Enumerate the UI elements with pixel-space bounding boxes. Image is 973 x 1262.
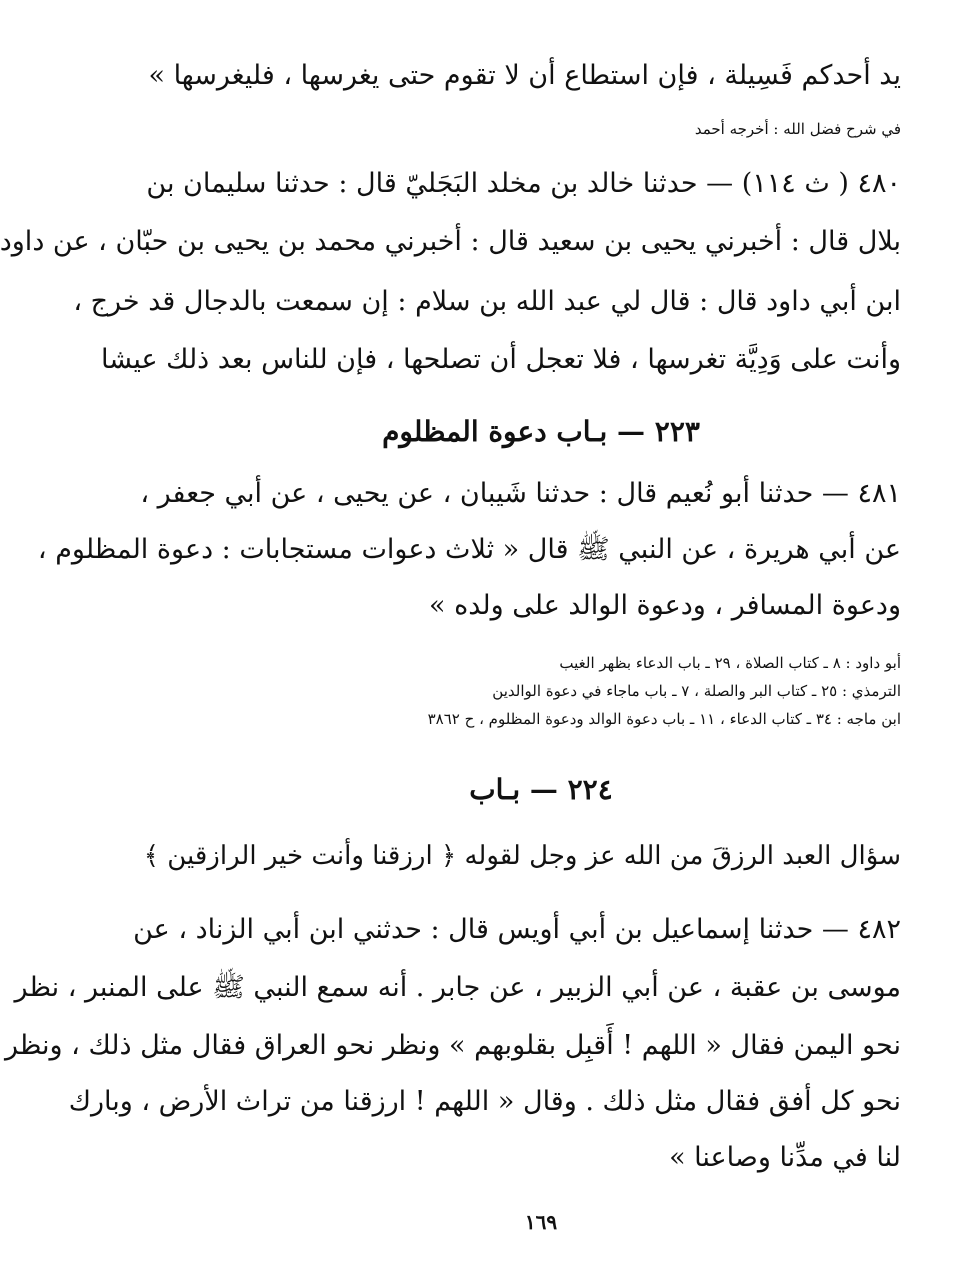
hadith-481-reference-1: أبو داود : ٨ ـ كتاب الصلاة ، ٢٩ ـ باب الدعاء بظهر الغيب bbox=[559, 654, 901, 672]
chapter-224-subtitle: سؤال العبد الرزقَ من الله عز وجل لقوله ﴿ ارزقنا وأنت خير الرازقين ﴾ bbox=[143, 841, 901, 871]
hadith-480-line-4: وأنت على وَدِيَّة تغرسها ، فلا تعجل أن تصلحها ، فإن للناس بعد ذلك عيشا bbox=[101, 344, 901, 375]
hadith-480-line-3: ابن أبي داود قال : قال لي عبد الله بن سلام : إن سمعت بالدجال قد خرج ، bbox=[73, 286, 901, 317]
page-number: ١٦٩ bbox=[524, 1210, 558, 1234]
hadith-482-line-2: موسى بن عقبة ، عن أبي الزبير ، عن جابر . أنه سمع النبي ﷺ على المنبر ، نظر bbox=[14, 972, 901, 1003]
hadith-481-reference-2: الترمذي : ٢٥ ـ كتاب البر والصلة ، ٧ ـ باب ماجاء في دعوة الوالدين bbox=[492, 682, 901, 700]
hadith-481-line-1: ٤٨١ — حدثنا أبو نُعيم قال : حدثنا شَيبان ، عن يحيى ، عن أبي جعفر ، bbox=[140, 478, 901, 509]
hadith-481-line-3: ودعوة المسافر ، ودعوة الوالد على ولده » bbox=[428, 590, 901, 621]
hadith-479-line: يد أحدكم فَسِيلة ، فإن استطاع أن لا تقوم حتى يغرسها ، فليغرسها » bbox=[148, 60, 901, 91]
hadith-479-reference: في شرح فضل الله : أخرجه أحمد bbox=[694, 120, 901, 138]
chapter-223-heading: ٢٢٣ — بـاب دعوة المظلوم bbox=[382, 415, 700, 448]
hadith-482-line-1: ٤٨٢ — حدثنا إسماعيل بن أبي أويس قال : حدثني ابن أبي الزناد ، عن bbox=[133, 914, 901, 945]
hadith-482-line-5: لنا في مدِّنا وصاعنا » bbox=[669, 1142, 901, 1173]
hadith-480-line-1: ٤٨٠ ( ث ١١٤) — حدثنا خالد بن مخلد البَجَليّ قال : حدثنا سليمان بن bbox=[146, 168, 901, 199]
hadith-481-reference-3: ابن ماجه : ٣٤ ـ كتاب الدعاء ، ١١ ـ باب دعوة الوالد ودعوة المظلوم ، ح ٣٨٦٢ bbox=[427, 710, 901, 728]
hadith-482-line-3: نحو اليمن فقال « اللهم ! أَقبِل بقلوبهم » ونظر نحو العراق فقال مثل ذلك ، ونظر bbox=[5, 1030, 901, 1061]
hadith-480-line-2: بلال قال : أخبرني يحيى بن سعيد قال : أخبرني محمد بن يحيى بن حبّان ، عن داود bbox=[0, 226, 901, 257]
hadith-481-line-2: عن أبي هريرة ، عن النبي ﷺ قال « ثلاث دعوات مستجابات : دعوة المظلوم ، bbox=[37, 534, 901, 565]
hadith-482-line-4: نحو كل أفق فقال مثل ذلك . وقال « اللهم ! ارزقنا من تراث الأرض ، وبارك bbox=[68, 1086, 901, 1117]
chapter-224-heading: ٢٢٤ — بـاب bbox=[469, 773, 613, 806]
